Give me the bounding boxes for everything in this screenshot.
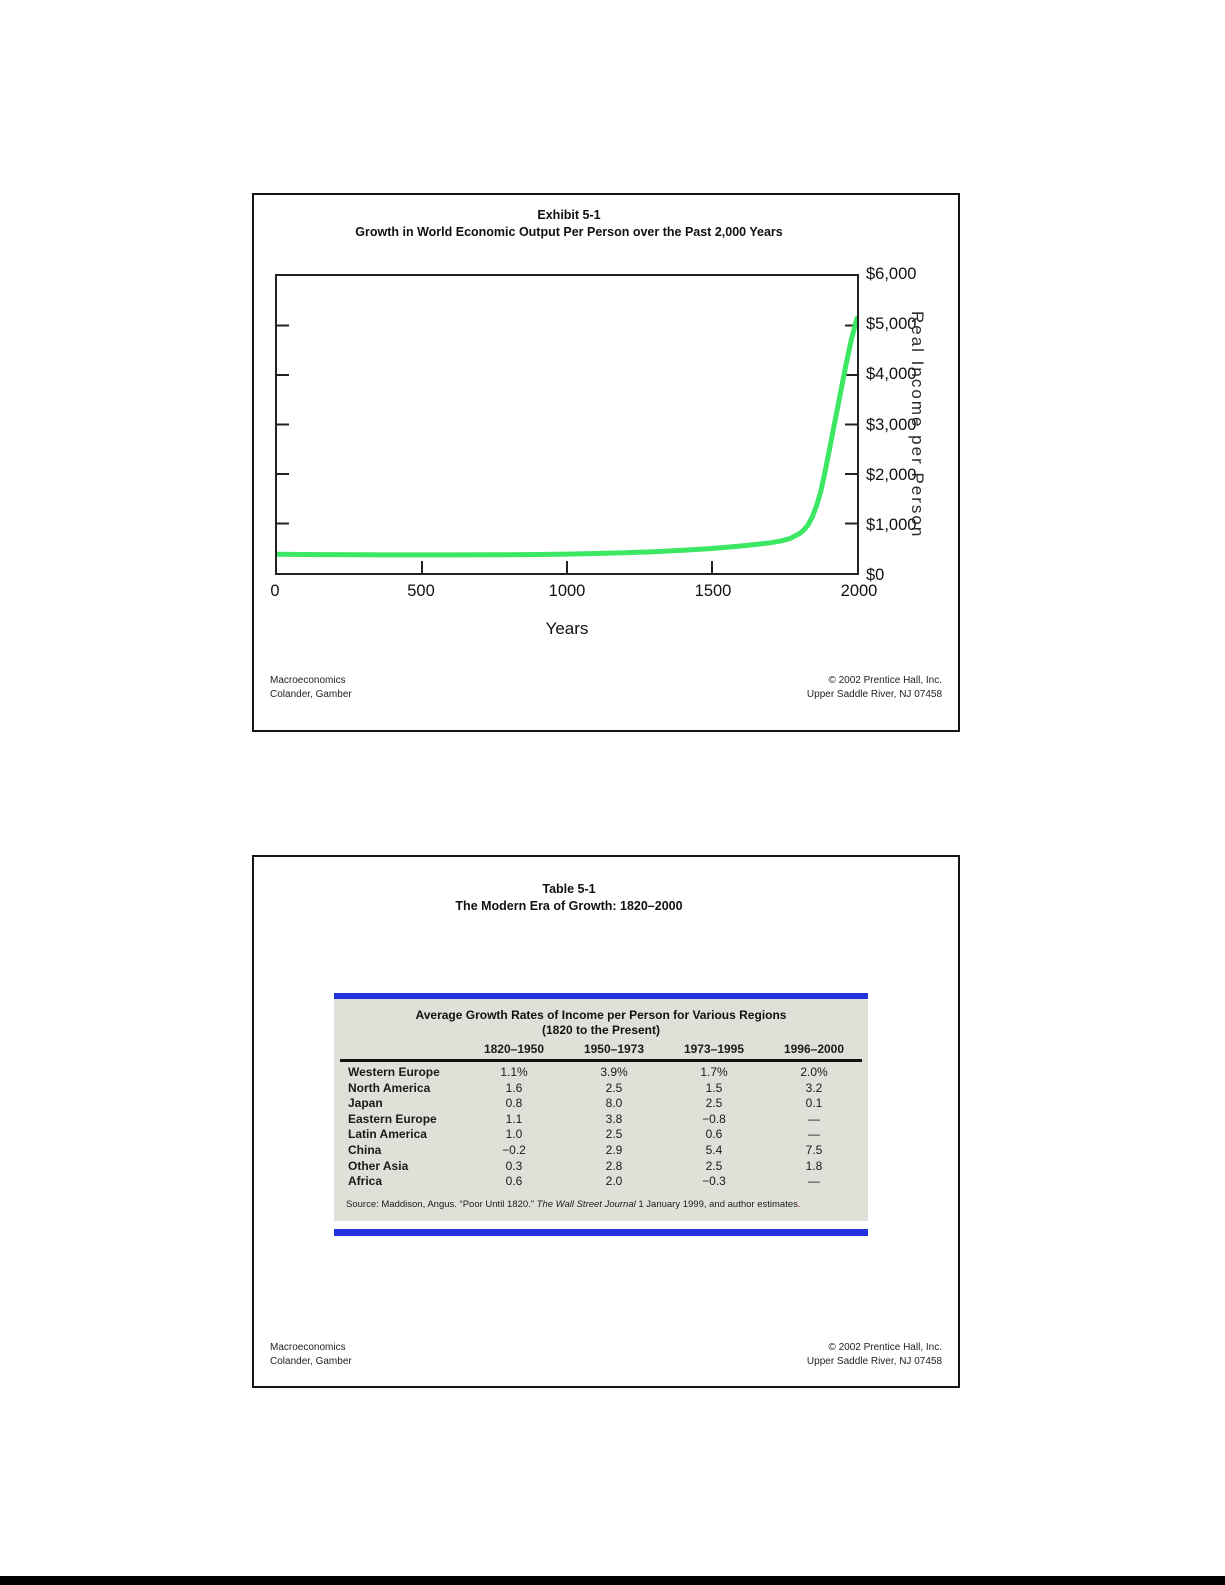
growth-rate-value: −0.8 — [702, 1111, 726, 1126]
table-header-line2: (1820 to the Present) — [541, 1023, 661, 1037]
source-end-mark: . — [797, 1198, 801, 1210]
y-axis-tick-label: $4,000 — [866, 365, 917, 383]
region-label: Western Europe — [348, 1065, 440, 1079]
table-5-1-panel — [252, 855, 960, 1388]
table-source-note — [346, 1199, 856, 1210]
growth-line-chart — [277, 276, 857, 573]
table-row — [334, 1112, 868, 1128]
table-title: The Modern Era of Growth: 1820–2000 — [455, 899, 683, 913]
growth-rates-table — [334, 993, 868, 1236]
column-header-spacer — [344, 1042, 464, 1056]
growth-rate-value: −0.2 — [502, 1142, 526, 1157]
table-header-rule — [340, 1059, 862, 1062]
publisher-address: Upper Saddle River, NJ 07458 — [806, 1355, 942, 1367]
world-income-line-series — [277, 318, 857, 555]
book-credit — [270, 674, 352, 701]
table-row — [334, 1143, 868, 1159]
table-row — [334, 1159, 868, 1175]
region-label: China — [348, 1142, 382, 1157]
table-row — [334, 1127, 868, 1143]
growth-rate-value: 2.5 — [705, 1158, 723, 1173]
book-authors: Colander, Gamber — [270, 1355, 352, 1367]
growth-rate-value: 1.8 — [805, 1158, 823, 1173]
growth-rate-value: 0.3 — [505, 1158, 523, 1173]
column-header: 1973–1995 — [683, 1042, 745, 1056]
growth-rate-value: 1.1 — [505, 1111, 523, 1126]
growth-rate-value: 2.0% — [800, 1065, 828, 1079]
region-label: North America — [348, 1080, 431, 1095]
y-axis-title: Real Income per Person — [908, 310, 927, 539]
table-row — [334, 1081, 868, 1097]
table-row — [334, 1174, 868, 1190]
growth-rate-value: 0.6 — [705, 1127, 723, 1142]
growth-rate-value: 1.1% — [500, 1065, 528, 1079]
table-title-block — [254, 881, 884, 915]
publisher-credit — [807, 1341, 942, 1368]
growth-rate-value: 0.8 — [505, 1096, 523, 1111]
book-title: Macroeconomics — [270, 675, 346, 686]
growth-rate-value: 1.6 — [505, 1080, 523, 1095]
growth-rate-value: 2.9 — [605, 1142, 623, 1157]
axis-tick-marks — [277, 326, 857, 574]
table-rows — [334, 1065, 868, 1190]
growth-rate-value: 3.8 — [605, 1111, 623, 1126]
page-bottom-edge — [0, 1576, 1225, 1585]
exhibit-title: Growth in World Economic Output Per Person over the Past 2,000 Years — [355, 225, 783, 239]
table-row — [334, 1065, 868, 1081]
x-axis-tick-label: 1500 — [694, 582, 732, 600]
y-axis-tick-label: $3,000 — [866, 416, 917, 434]
table-bottom-gap — [334, 1221, 868, 1229]
region-label: Africa — [348, 1174, 383, 1189]
region-label: Eastern Europe — [348, 1111, 437, 1126]
exhibit-title-block — [254, 207, 884, 241]
growth-rate-value: 2.5 — [705, 1096, 723, 1111]
growth-rate-value: 1.7% — [700, 1065, 728, 1079]
growth-rate-value: 0.1 — [805, 1096, 823, 1111]
x-axis-tick-label: 1000 — [548, 582, 586, 600]
x-axis-tick-labels — [270, 582, 878, 604]
growth-rate-value: 3.2 — [805, 1080, 823, 1095]
growth-rate-value: 1.5 — [705, 1080, 723, 1095]
y-axis-tick-label: $0 — [866, 566, 885, 584]
book-credit — [270, 1341, 352, 1368]
growth-rate-value: 2.5 — [605, 1127, 623, 1142]
column-header: 1820–1950 — [483, 1042, 545, 1056]
x-axis-tick-label: 500 — [407, 582, 435, 600]
growth-rate-value: 2.5 — [605, 1080, 623, 1095]
y-axis-tick-label: $2,000 — [866, 466, 917, 484]
copyright-line: © 2002 Prentice Hall, Inc. — [828, 1342, 942, 1353]
growth-rate-value: 5.4 — [705, 1142, 723, 1157]
growth-rate-value: 0.6 — [505, 1174, 523, 1189]
growth-rate-value: — — [808, 1111, 820, 1126]
column-header: 1996–2000 — [783, 1042, 845, 1056]
table-body — [334, 999, 868, 1221]
book-title: Macroeconomics — [270, 1342, 346, 1353]
y-axis-tick-label: $5,000 — [866, 315, 917, 333]
region-label: Other Asia — [348, 1158, 409, 1173]
growth-rate-value: 1.0 — [505, 1127, 523, 1142]
publisher-credit — [807, 674, 942, 701]
source-text-cont: 1 January 1999, and author estimates — [635, 1198, 798, 1210]
region-label: Japan — [348, 1096, 383, 1111]
exhibit-number: Exhibit 5-1 — [537, 208, 601, 222]
x-axis-tick-label: 2000 — [840, 582, 878, 600]
growth-rate-value: 2.0 — [605, 1174, 623, 1189]
table-number: Table 5-1 — [542, 882, 596, 896]
growth-rate-value: 2.8 — [605, 1158, 623, 1173]
region-label: Latin America — [348, 1127, 427, 1142]
growth-rate-value: −0.3 — [702, 1174, 726, 1189]
source-journal-name: The Wall Street Journal — [536, 1198, 636, 1210]
table-column-headers — [334, 1042, 868, 1056]
copyright-line: © 2002 Prentice Hall, Inc. — [828, 675, 942, 686]
table-row — [334, 1096, 868, 1112]
source-text: Source: Maddison, Angus. “Poor Until 1820.” — [346, 1198, 537, 1210]
growth-rate-value: — — [808, 1127, 820, 1142]
growth-rate-value: 8.0 — [605, 1096, 623, 1111]
column-header: 1950–1973 — [583, 1042, 645, 1056]
table-header-line1: Average Growth Rates of Income per Person for Various Regions — [415, 1008, 787, 1022]
growth-rate-value: 7.5 — [805, 1142, 823, 1157]
y-axis-tick-label: $1,000 — [866, 516, 917, 534]
x-axis-title: Years — [545, 619, 589, 638]
book-authors: Colander, Gamber — [270, 688, 352, 700]
chart-plot-area — [275, 274, 859, 575]
y-axis-tick-label: $6,000 — [866, 265, 917, 283]
exhibit-5-1-panel — [252, 193, 960, 732]
table-bottom-rule — [334, 1229, 868, 1236]
growth-rate-value: 3.9% — [600, 1065, 628, 1079]
x-axis-tick-label: 0 — [270, 582, 280, 600]
publisher-address: Upper Saddle River, NJ 07458 — [806, 688, 942, 700]
growth-rate-value: — — [808, 1174, 820, 1189]
